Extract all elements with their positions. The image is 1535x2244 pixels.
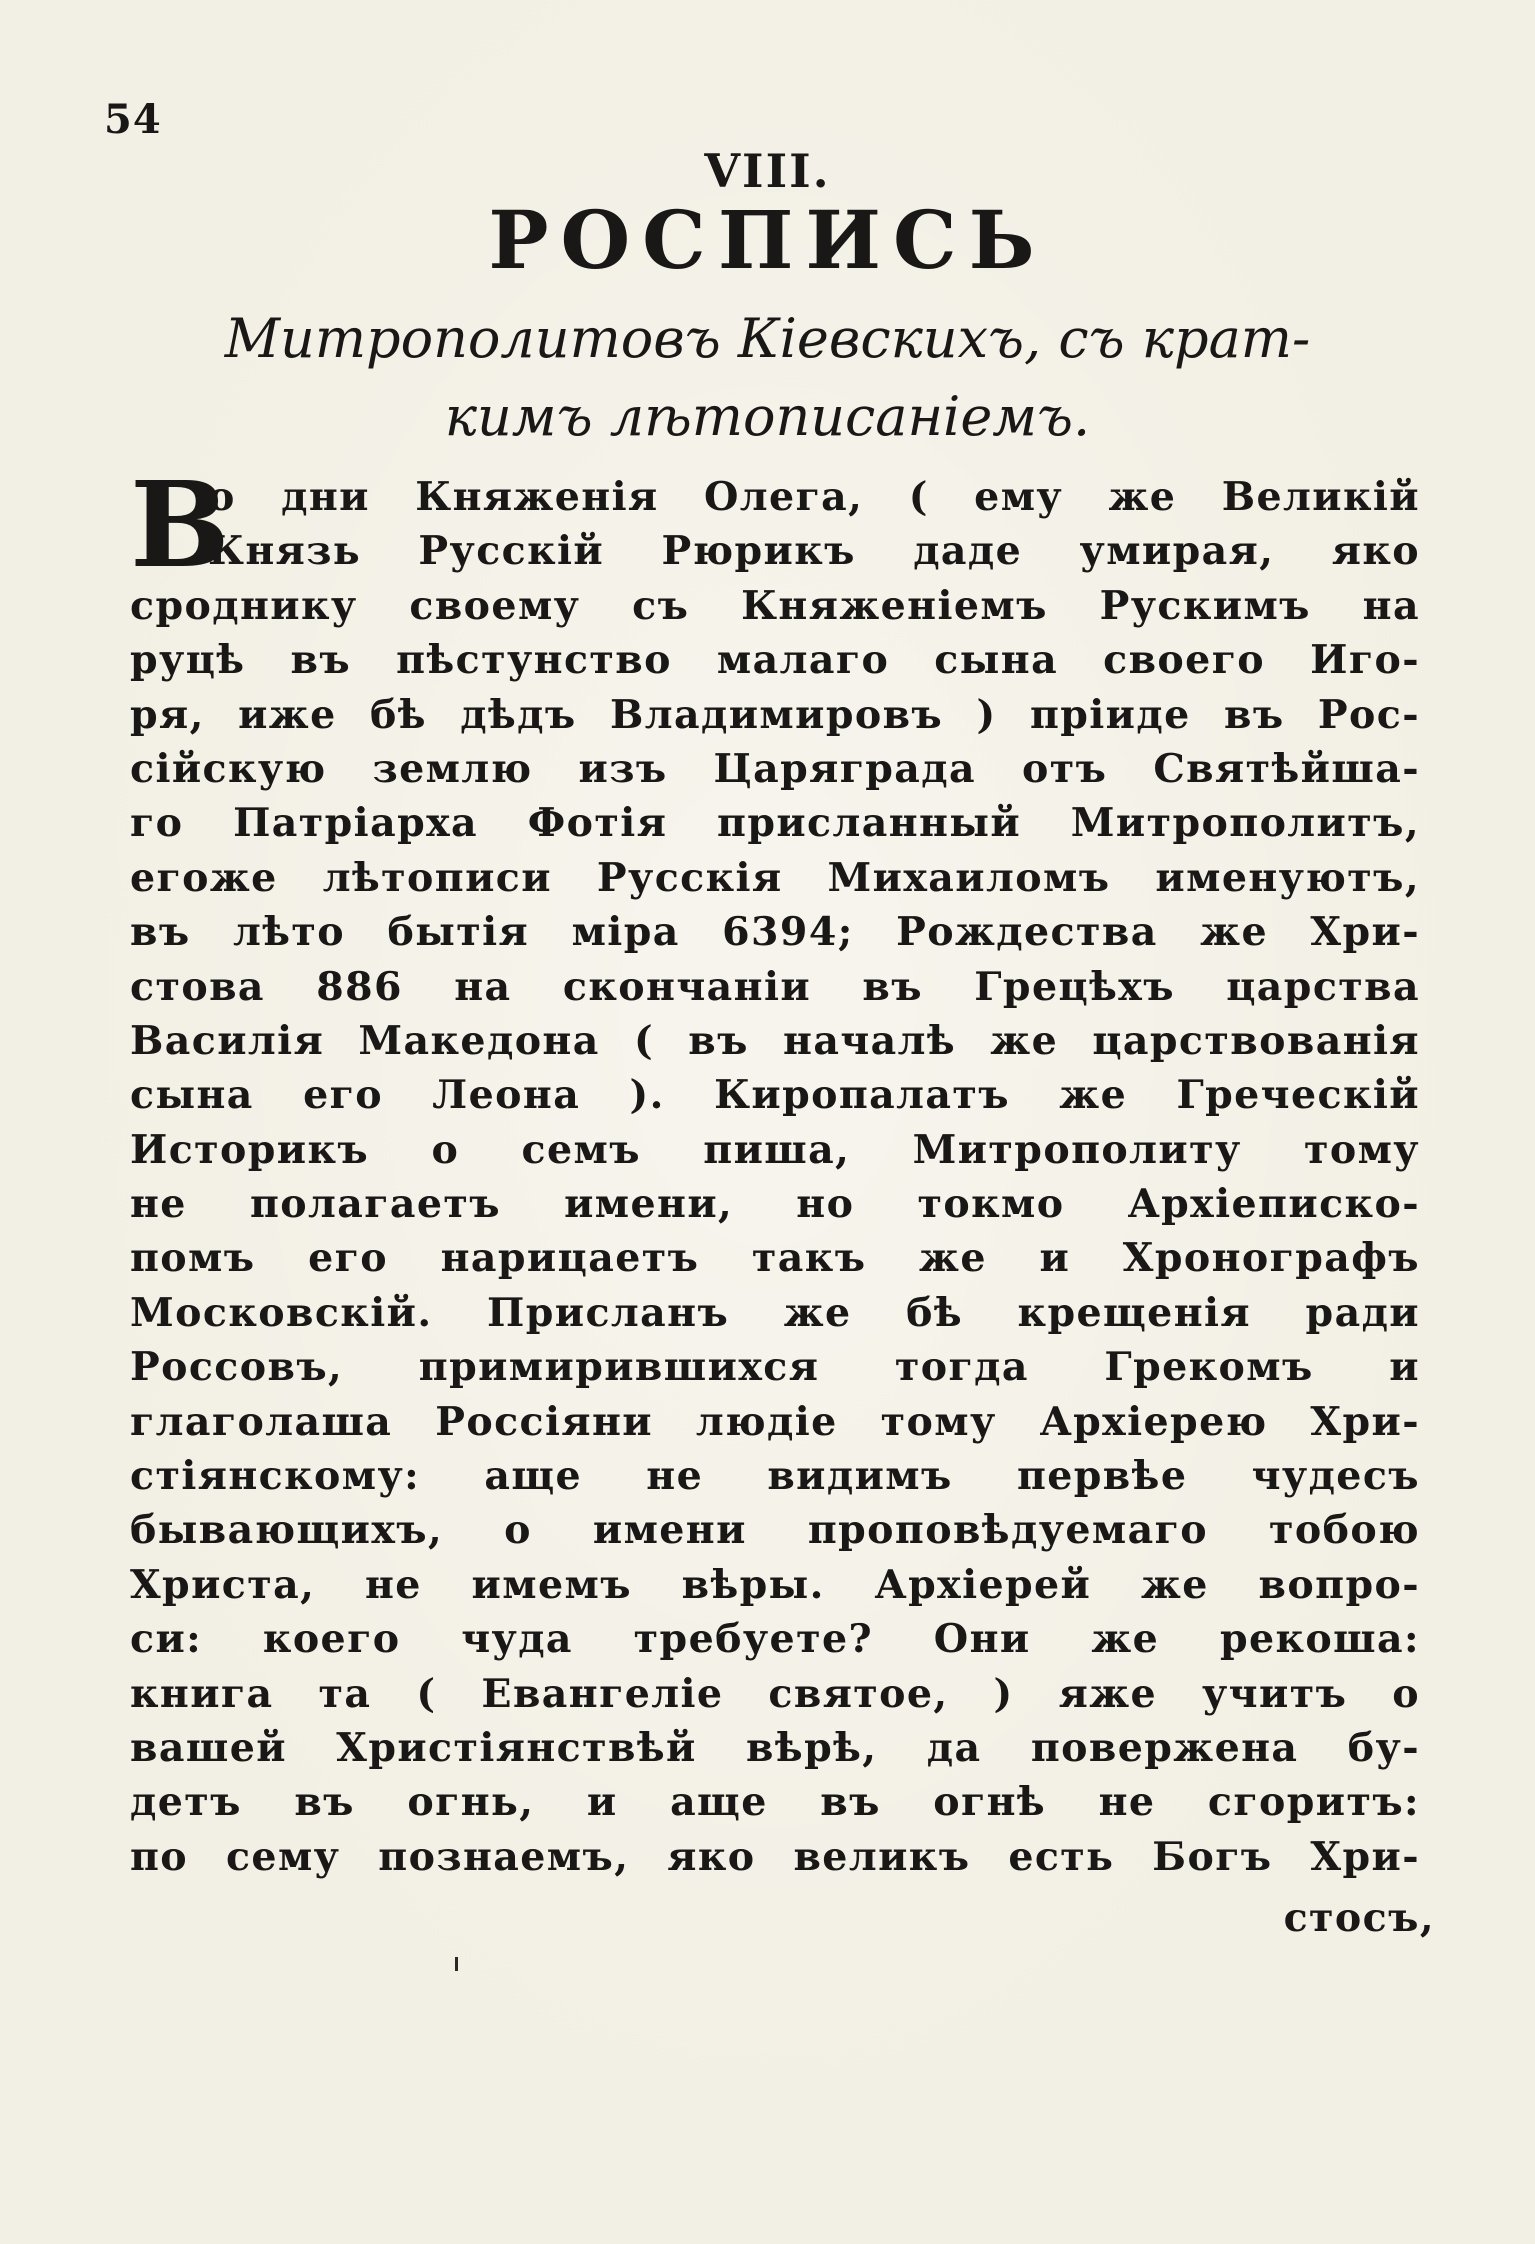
drop-cap: В (130, 455, 232, 594)
catchword: стосъ, (1283, 1895, 1435, 1941)
text-line: детъ въ огнь, и аще въ огнѣ не сгоритъ: (130, 1779, 1420, 1826)
text-line: ря, иже бѣ дѣдъ Владимировъ ) пріиде въ Рос- (130, 691, 1420, 738)
text-line: Христа, не имемъ вѣры. Архіерей же вопро- (130, 1561, 1420, 1608)
text-line: не полагаетъ имени, но токмо Архіеписко- (130, 1181, 1420, 1228)
body-paragraph (130, 455, 1420, 1884)
text-line: Князь Русскій Рюрикъ даде умирая, яко (208, 528, 1420, 575)
text-line: Василія Македона ( въ началѣ же царствованія (130, 1017, 1420, 1064)
text-line: бывающихъ, о имени проповѣдуемаго тобою (130, 1507, 1420, 1554)
subtitle (200, 300, 1335, 456)
text-line: Россовъ, примирившихся тогда Грекомъ и (130, 1344, 1420, 1391)
page-title: РОСПИСЬ (488, 193, 1047, 287)
text-line: сроднику своему съ Княженіемъ Рускимъ на (130, 582, 1420, 629)
text-line: го Патріарха Фотія присланный Митрополитъ, (130, 800, 1420, 847)
text-line: стіянскому: аще не видимъ первѣе чудесъ (130, 1453, 1420, 1500)
ink-speck (455, 1957, 458, 1971)
subtitle-line-2: кимъ лѣтописаніемъ. (444, 385, 1091, 448)
text-line: помъ его нарицаетъ такъ же и Хронографъ (130, 1235, 1420, 1282)
text-line: о дни Княженія Олега, ( ему же Великій (208, 474, 1420, 520)
subtitle-line-1: Митрополитовъ Кіевскихъ, съ крат- (224, 307, 1311, 370)
text-line: егоже лѣтописи Русскія Михаиломъ именуютъ, (130, 854, 1420, 901)
text-line: глаголаша Россіяни людіе тому Архіерею Хри- (130, 1398, 1420, 1445)
section-number: VIII. (704, 144, 831, 198)
text-line: вашей Христіянствѣй вѣрѣ, да повержена бу- (130, 1724, 1420, 1771)
text-line: сійскую землю изъ Царяграда отъ Святѣйша- (130, 745, 1420, 792)
page-number: 54 (104, 96, 162, 143)
text-line: Московскій. Присланъ же бѣ крещенія ради (130, 1289, 1420, 1336)
text-line: си: коего чуда требуете? Они же рекоша: (130, 1616, 1420, 1663)
text-line: руцѣ въ пѣстунство малаго сына своего Иго- (130, 637, 1420, 684)
text-line: по сему познаемъ, яко великъ есть Богъ Хри- (130, 1833, 1420, 1880)
text-line: книга та ( Евангеліе святое, ) яже учитъ о (130, 1670, 1420, 1717)
text-line: стова 886 на скончаніи въ Грецѣхъ царства (130, 963, 1420, 1010)
text-line: сына его Леона ). Киропалатъ же Греческій (130, 1072, 1420, 1119)
text-line: Историкъ о семъ пиша, Митрополиту тому (130, 1126, 1420, 1173)
text-line: въ лѣто бытія міра 6394; Рождества же Хри- (130, 909, 1420, 956)
